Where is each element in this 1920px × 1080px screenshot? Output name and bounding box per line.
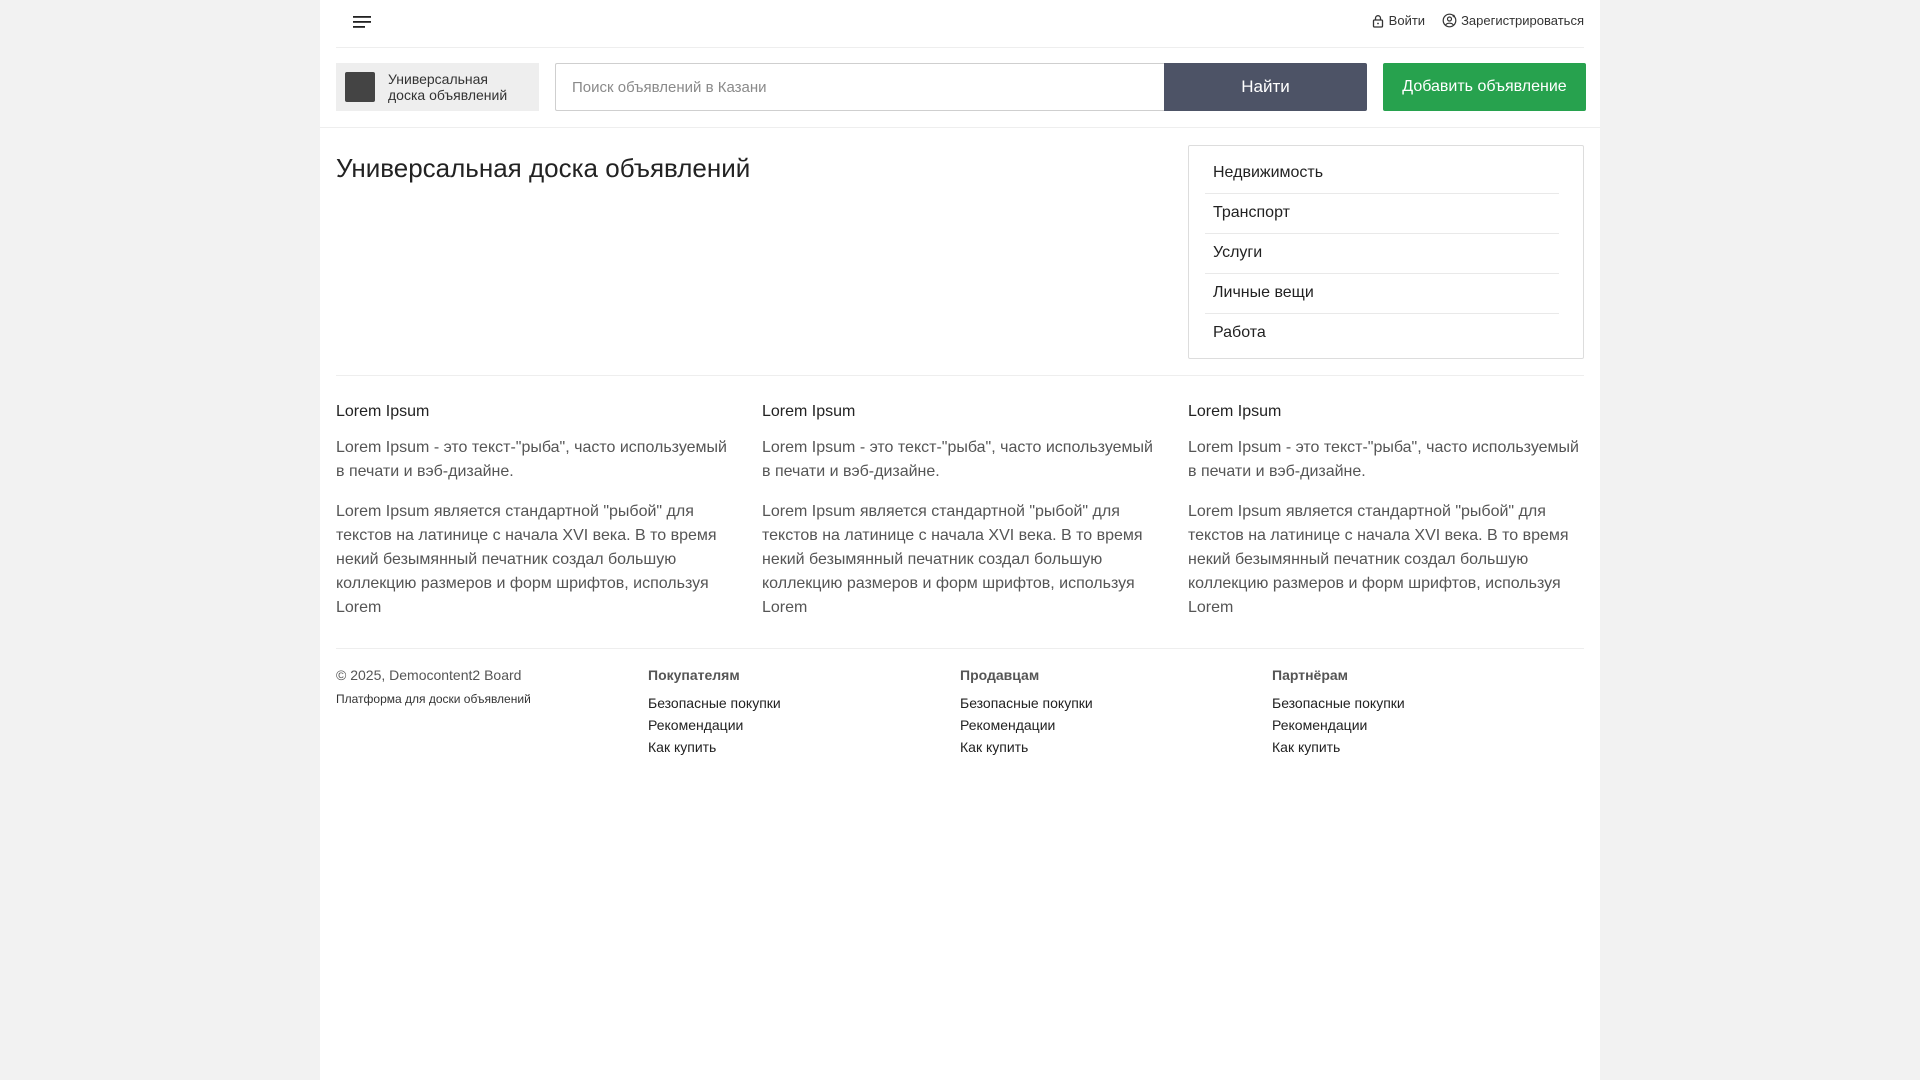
footer-link[interactable]: Рекомендации <box>648 717 744 733</box>
footer-heading: Продавцам <box>960 667 1040 683</box>
page-title: Универсальная доска объявлений <box>336 153 751 183</box>
info-title: Lorem Ipsum <box>762 403 856 420</box>
footer-heading: Партнёрам <box>1272 667 1349 683</box>
hamburger-menu-icon[interactable] <box>350 10 374 34</box>
category-item-services[interactable]: Услуги <box>1205 234 1559 274</box>
info-paragraph: Lorem Ipsum является стандартной "рыбой" для текстов на латинице с начала XVI века. В то время некий безымянный печатник создал большую коллекцию размеров и форм шрифтов, используя Lorem <box>336 503 717 616</box>
info-paragraph: Lorem Ipsum - это текст-"рыба", часто используемый в печати и вэб-дизайне. <box>1188 439 1579 480</box>
footer-heading: Покупателям <box>648 667 740 683</box>
category-item-transport[interactable]: Транспорт <box>1205 194 1559 234</box>
footer-column-buyers <box>648 666 960 758</box>
info-title: Lorem Ipsum <box>1188 403 1282 420</box>
search-button[interactable]: Найти <box>1164 63 1367 111</box>
footer-link[interactable]: Безопасные покупки <box>648 695 781 711</box>
category-item-real-estate[interactable]: Недвижимость <box>1205 154 1559 194</box>
categories-list <box>1188 145 1584 359</box>
header <box>320 47 1600 128</box>
info-paragraph: Lorem Ipsum является стандартной "рыбой" для текстов на латинице с начала XVI века. В то время некий безымянный печатник создал большую коллекцию размеров и форм шрифтов, используя Lorem <box>762 503 1143 616</box>
top-bar <box>336 0 1584 48</box>
category-item-personal-items[interactable]: Личные вещи <box>1205 274 1559 314</box>
footer-column-partners <box>1272 666 1584 758</box>
search-input[interactable] <box>555 63 1164 111</box>
info-column <box>1188 401 1584 636</box>
lock-icon <box>1371 14 1385 28</box>
footer-link[interactable]: Рекомендации <box>960 717 1056 733</box>
footer-column-sellers <box>960 666 1272 758</box>
info-column <box>336 401 732 636</box>
footer-link[interactable]: Как купить <box>1272 739 1341 755</box>
footer <box>336 666 1584 758</box>
info-section <box>336 401 1584 636</box>
info-paragraph: Lorem Ipsum - это текст-"рыба", часто используемый в печати и вэб-дизайне. <box>336 439 727 480</box>
footer-tagline: Платформа для доски объявлений <box>336 692 531 706</box>
page-container <box>320 0 1600 1080</box>
footer-link[interactable]: Рекомендации <box>1272 717 1368 733</box>
divider <box>336 648 1584 649</box>
info-paragraph: Lorem Ipsum является стандартной "рыбой" для текстов на латинице с начала XVI века. В то время некий безымянный печатник создал большую коллекцию размеров и форм шрифтов, используя Lorem <box>1188 503 1569 616</box>
user-add-icon <box>1442 13 1457 28</box>
register-label: Зарегистрироваться <box>1461 13 1584 28</box>
divider <box>336 375 1584 376</box>
logo-text: Универсальная доска объявлений <box>388 71 508 103</box>
login-label: Войти <box>1388 13 1426 28</box>
footer-link[interactable]: Как купить <box>960 739 1029 755</box>
add-listing-button[interactable]: Добавить объявление <box>1383 63 1586 111</box>
footer-link[interactable]: Безопасные покупки <box>960 695 1093 711</box>
site-logo[interactable] <box>336 63 539 111</box>
footer-link[interactable]: Как купить <box>648 739 717 755</box>
footer-about <box>336 666 648 758</box>
logo-mark-icon <box>345 72 375 102</box>
copyright: © 2025, Democontent2 Board <box>336 667 522 683</box>
info-column <box>762 401 1158 636</box>
auth-links <box>1371 13 1584 28</box>
login-link[interactable] <box>1371 13 1425 28</box>
search-form <box>555 63 1367 111</box>
info-title: Lorem Ipsum <box>336 403 430 420</box>
register-link[interactable] <box>1442 13 1584 28</box>
category-item-jobs[interactable]: Работа <box>1213 324 1266 341</box>
info-paragraph: Lorem Ipsum - это текст-"рыба", часто используемый в печати и вэб-дизайне. <box>762 439 1153 480</box>
footer-link[interactable]: Безопасные покупки <box>1272 695 1405 711</box>
